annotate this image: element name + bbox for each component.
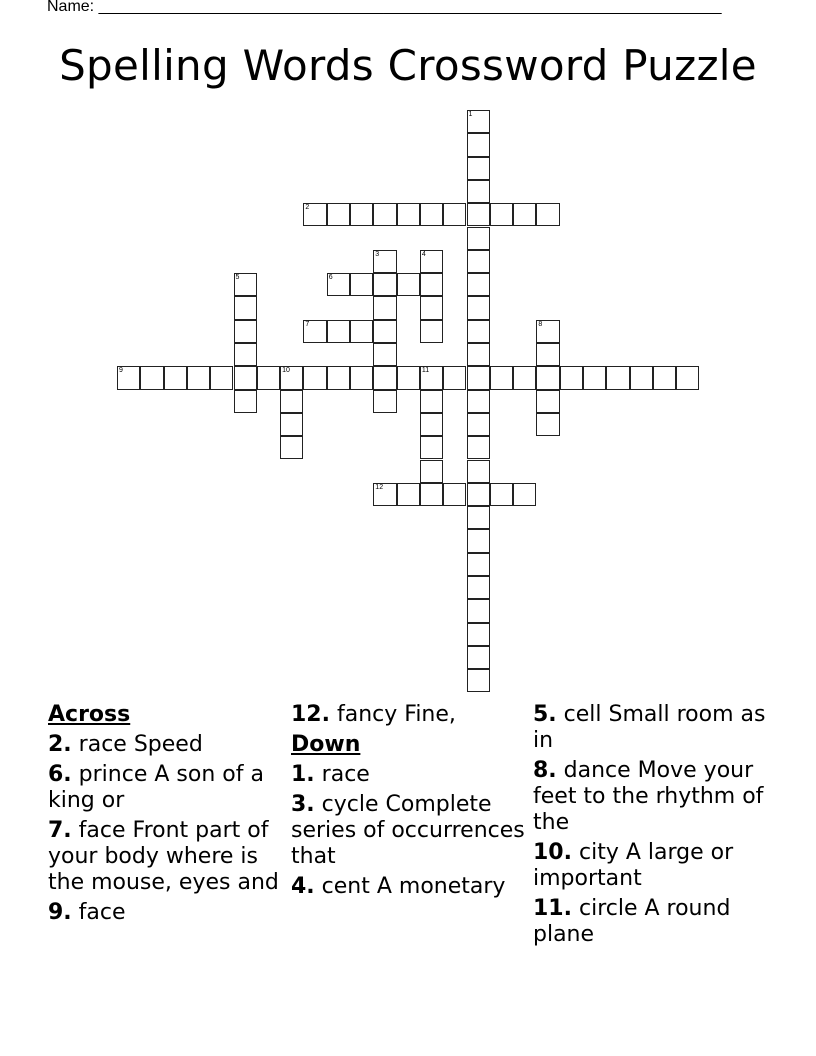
- clue-across-2: [48, 732, 284, 758]
- clues-column-2: [291, 702, 527, 904]
- grid-cell[interactable]: [467, 599, 490, 622]
- grid-cell[interactable]: [536, 203, 559, 226]
- grid-cell[interactable]: [373, 250, 396, 273]
- grid-cell[interactable]: [467, 343, 490, 366]
- grid-cell[interactable]: [234, 343, 257, 366]
- grid-cell[interactable]: [234, 296, 257, 319]
- clue-down-4: [291, 874, 527, 900]
- clue-down-11: [533, 896, 769, 948]
- cell-number: 4: [421, 250, 426, 258]
- grid-cell[interactable]: [536, 320, 559, 343]
- grid-cell[interactable]: [420, 296, 443, 319]
- clue-down-5: [533, 702, 769, 754]
- clue-text: cell Small room as in: [533, 702, 766, 753]
- grid-cell[interactable]: [234, 273, 257, 296]
- grid-cell[interactable]: [467, 506, 490, 529]
- cell-number: 1: [468, 111, 473, 118]
- grid-cell[interactable]: [420, 320, 443, 343]
- grid-cell[interactable]: [234, 320, 257, 343]
- grid-cell[interactable]: [140, 366, 163, 389]
- grid-cell[interactable]: [513, 366, 536, 389]
- grid-cell[interactable]: [490, 203, 513, 226]
- grid-cell[interactable]: [373, 366, 396, 389]
- clue-text: city A large or important: [533, 840, 734, 891]
- clue-text: dance Move your feet to the rhythm of the: [533, 758, 764, 835]
- cell-number: 5: [235, 274, 240, 282]
- grid-cell[interactable]: [234, 366, 257, 389]
- cell-number: 6: [328, 274, 333, 282]
- clue-down-3: [291, 792, 527, 870]
- cell-number: 11: [421, 367, 430, 375]
- clue-across-6: [48, 762, 284, 814]
- grid-cell[interactable]: [397, 483, 420, 506]
- grid-cell[interactable]: [327, 320, 350, 343]
- grid-cell[interactable]: [443, 366, 466, 389]
- name-label: Name: ______________________________________________________________________: [47, 0, 722, 15]
- grid-cell[interactable]: [280, 413, 303, 436]
- grid-cell[interactable]: [420, 483, 443, 506]
- grid-cell[interactable]: [467, 483, 490, 506]
- grid-cell[interactable]: [397, 203, 420, 226]
- cell-number: 12: [375, 483, 384, 491]
- clue-text: face: [78, 900, 126, 925]
- clues-column-3: [533, 702, 769, 952]
- grid-cell[interactable]: [327, 366, 350, 389]
- clue-text: race Speed: [78, 732, 203, 757]
- cell-number: 3: [375, 250, 380, 258]
- cell-number: 2: [305, 204, 310, 212]
- grid-cell[interactable]: [280, 390, 303, 413]
- grid-cell[interactable]: [467, 553, 490, 576]
- grid-cell[interactable]: [560, 366, 583, 389]
- grid-cell[interactable]: [187, 366, 210, 389]
- grid-cell[interactable]: [467, 366, 490, 389]
- clue-text: cycle Complete series of occurrences that: [291, 792, 525, 869]
- grid-cell[interactable]: [467, 436, 490, 459]
- grid-cell[interactable]: [373, 343, 396, 366]
- grid-cell[interactable]: [303, 366, 326, 389]
- clue-down-10: [533, 840, 769, 892]
- grid-cell[interactable]: [536, 343, 559, 366]
- grid-cell[interactable]: [490, 366, 513, 389]
- grid-cell[interactable]: [467, 157, 490, 180]
- grid-cell[interactable]: [420, 413, 443, 436]
- grid-cell[interactable]: [117, 366, 140, 389]
- grid-cell[interactable]: [327, 273, 350, 296]
- grid-cell[interactable]: [350, 366, 373, 389]
- grid-cell[interactable]: [653, 366, 676, 389]
- grid-cell[interactable]: [420, 436, 443, 459]
- clue-across-12: [291, 702, 527, 728]
- grid-cell[interactable]: [397, 366, 420, 389]
- grid-cell[interactable]: [467, 460, 490, 483]
- clue-down-1: [291, 762, 527, 788]
- grid-cell[interactable]: [443, 483, 466, 506]
- grid-cell[interactable]: [420, 366, 443, 389]
- grid-cell[interactable]: [467, 180, 490, 203]
- grid-cell[interactable]: [373, 296, 396, 319]
- clue-text: circle A round plane: [533, 896, 731, 947]
- grid-cell[interactable]: [373, 203, 396, 226]
- grid-cell[interactable]: [350, 273, 373, 296]
- grid-cell[interactable]: [467, 646, 490, 669]
- clue-number: 11.: [533, 896, 572, 921]
- clue-number: 9.: [48, 900, 72, 925]
- grid-cell[interactable]: [467, 110, 490, 133]
- clue-number: 12.: [291, 702, 330, 727]
- grid-cell[interactable]: [467, 623, 490, 646]
- clue-number: 1.: [291, 762, 315, 787]
- grid-cell[interactable]: [350, 320, 373, 343]
- cell-number: 10: [282, 367, 290, 375]
- down-heading: Down: [291, 732, 361, 757]
- grid-cell[interactable]: [467, 227, 490, 250]
- grid-cell[interactable]: [467, 529, 490, 552]
- clue-text: cent A monetary: [321, 874, 506, 899]
- page-title: Spelling Words Crossword Puzzle: [59, 41, 757, 90]
- grid-cell[interactable]: [467, 320, 490, 343]
- grid-cell[interactable]: [513, 483, 536, 506]
- clue-down-8: [533, 758, 769, 836]
- clue-number: 10.: [533, 840, 572, 865]
- grid-cell[interactable]: [467, 273, 490, 296]
- clue-number: 4.: [291, 874, 315, 899]
- grid-cell[interactable]: [467, 203, 490, 226]
- clue-text: prince A son of a king or: [48, 762, 264, 813]
- grid-cell[interactable]: [676, 366, 699, 389]
- grid-cell[interactable]: [490, 483, 513, 506]
- grid-cell[interactable]: [373, 390, 396, 413]
- grid-cell[interactable]: [536, 413, 559, 436]
- grid-cell[interactable]: [420, 250, 443, 273]
- grid-cell[interactable]: [443, 203, 466, 226]
- grid-cell[interactable]: [536, 366, 559, 389]
- clue-text: fancy Fine,: [336, 702, 456, 727]
- clue-number: 6.: [48, 762, 72, 787]
- grid-cell[interactable]: [280, 366, 303, 389]
- grid-cell[interactable]: [467, 413, 490, 436]
- clues-column-1: [48, 702, 284, 930]
- cell-number: 8: [538, 320, 543, 328]
- grid-cell[interactable]: [467, 390, 490, 413]
- grid-cell[interactable]: [373, 273, 396, 296]
- clue-number: 3.: [291, 792, 315, 817]
- grid-cell[interactable]: [327, 203, 350, 226]
- grid-cell[interactable]: [467, 250, 490, 273]
- clue-number: 2.: [48, 732, 72, 757]
- grid-cell[interactable]: [420, 460, 443, 483]
- grid-cell[interactable]: [467, 296, 490, 319]
- grid-cell[interactable]: [164, 366, 187, 389]
- grid-cell[interactable]: [303, 203, 326, 226]
- grid-cell[interactable]: [373, 483, 396, 506]
- grid-cell[interactable]: [350, 203, 373, 226]
- cell-number: 7: [305, 320, 310, 328]
- grid-cell[interactable]: [373, 320, 396, 343]
- across-heading: Across: [48, 702, 131, 727]
- grid-cell[interactable]: [467, 133, 490, 156]
- clue-number: 5.: [533, 702, 557, 727]
- grid-cell[interactable]: [210, 366, 233, 389]
- grid-cell[interactable]: [420, 273, 443, 296]
- grid-cell[interactable]: [536, 390, 559, 413]
- grid-cell[interactable]: [397, 273, 420, 296]
- grid-cell[interactable]: [257, 366, 280, 389]
- grid-cell[interactable]: [467, 669, 490, 692]
- cell-number: 9: [119, 367, 123, 375]
- grid-cell[interactable]: [467, 576, 490, 599]
- clue-number: 8.: [533, 758, 557, 783]
- clue-number: 7.: [48, 818, 72, 843]
- clue-across-9: [48, 900, 284, 926]
- grid-cell[interactable]: [420, 390, 443, 413]
- grid-cell[interactable]: [303, 320, 326, 343]
- grid-cell[interactable]: [630, 366, 653, 389]
- grid-cell[interactable]: [513, 203, 536, 226]
- grid-cell[interactable]: [280, 436, 303, 459]
- grid-cell[interactable]: [234, 390, 257, 413]
- clue-across-7: [48, 818, 284, 896]
- clue-text: face Front part of your body where is the mouse, eyes and: [48, 818, 279, 895]
- clue-text: race: [321, 762, 370, 787]
- grid-cell[interactable]: [420, 203, 443, 226]
- grid-cell[interactable]: [606, 366, 629, 389]
- grid-cell[interactable]: [583, 366, 606, 389]
